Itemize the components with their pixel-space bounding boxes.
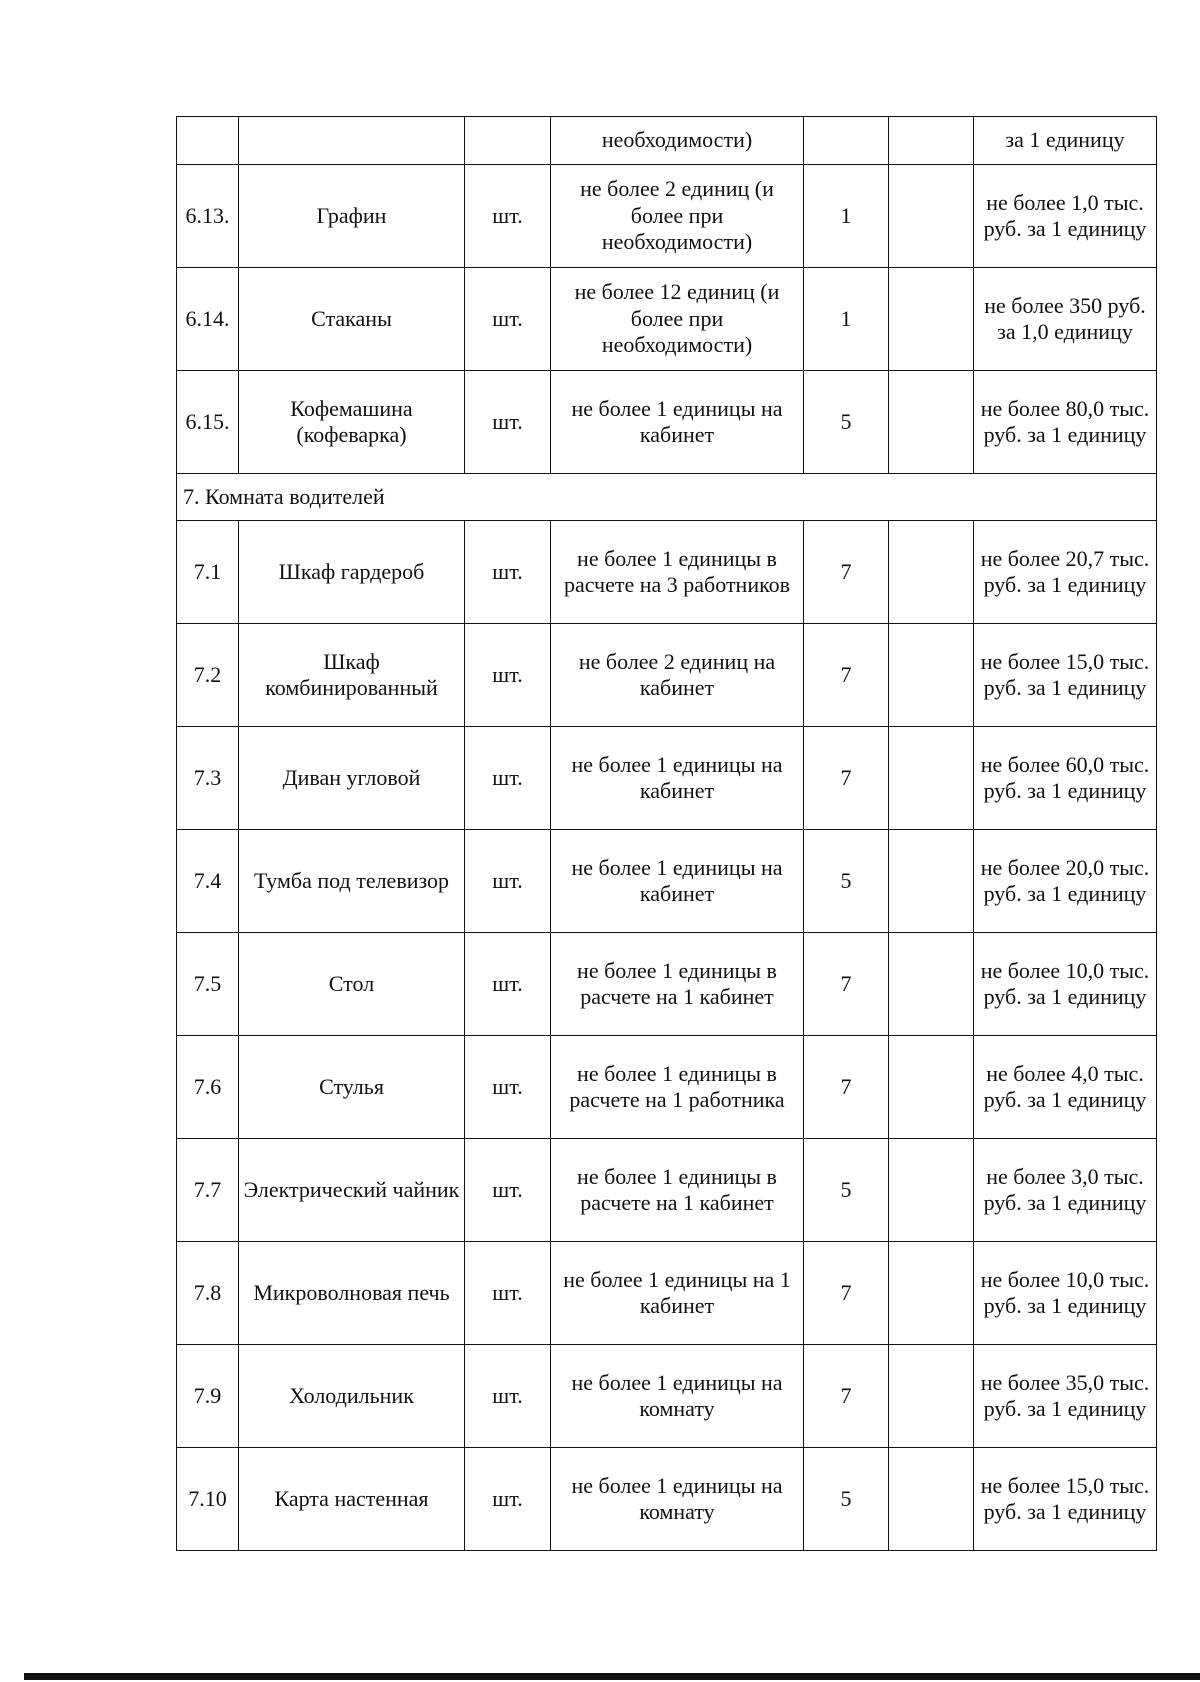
cell-number: 6.14. [177,268,239,371]
cell-number: 7.2 [177,624,239,727]
cell-blank [889,830,974,933]
cell-quantity: не более 1 единицы в расчете на 3 работников [551,521,804,624]
cell-unit: шт. [465,165,551,268]
cell-blank [889,933,974,1036]
cell-service-life: 1 [804,165,889,268]
table-row [177,1139,1157,1242]
cell-blank [889,268,974,371]
cell-price: не более 15,0 тыс. руб. за 1 единицу [974,1448,1157,1551]
cell-blank [889,117,974,165]
cell-name: Графин [239,165,465,268]
norms-table-body [177,117,1157,1551]
cell-blank [889,1139,974,1242]
cell-name: Стаканы [239,268,465,371]
cell-quantity: не более 1 единицы на комнату [551,1345,804,1448]
cell-service-life: 7 [804,1036,889,1139]
cell-service-life: 5 [804,1448,889,1551]
cell-quantity: не более 1 единицы на кабинет [551,727,804,830]
norms-table [176,116,1157,1551]
table-row [177,268,1157,371]
cell-price: не более 10,0 тыс. руб. за 1 единицу [974,933,1157,1036]
cell-number [177,117,239,165]
cell-number: 6.15. [177,371,239,474]
cell-blank [889,1036,974,1139]
cell-price: не более 350 руб. за 1,0 единицу [974,268,1157,371]
table-row [177,521,1157,624]
cell-number: 7.3 [177,727,239,830]
cell-unit: шт. [465,1345,551,1448]
cell-number: 7.7 [177,1139,239,1242]
cell-name [239,117,465,165]
cell-service-life: 7 [804,727,889,830]
cell-number: 7.9 [177,1345,239,1448]
table-row [177,1242,1157,1345]
cell-number: 7.1 [177,521,239,624]
cell-quantity: не более 2 единиц на кабинет [551,624,804,727]
cell-name: Холодильник [239,1345,465,1448]
table-row-continuation [177,117,1157,165]
cell-unit: шт. [465,1242,551,1345]
cell-price: не более 60,0 тыс. руб. за 1 единицу [974,727,1157,830]
cell-quantity: не более 1 единицы на комнату [551,1448,804,1551]
cell-number: 6.13. [177,165,239,268]
cell-unit: шт. [465,727,551,830]
cell-quantity: необходимости) [551,117,804,165]
cell-number: 7.6 [177,1036,239,1139]
cell-price: не более 10,0 тыс. руб. за 1 единицу [974,1242,1157,1345]
cell-service-life: 7 [804,1345,889,1448]
cell-price: не более 35,0 тыс. руб. за 1 единицу [974,1345,1157,1448]
cell-unit: шт. [465,371,551,474]
cell-blank [889,521,974,624]
cell-unit: шт. [465,521,551,624]
cell-number: 7.4 [177,830,239,933]
table-row [177,1448,1157,1551]
table-row [177,727,1157,830]
cell-quantity: не более 1 единицы в расчете на 1 кабинет [551,933,804,1036]
cell-unit: шт. [465,1036,551,1139]
cell-name: Шкаф гардероб [239,521,465,624]
cell-unit [465,117,551,165]
cell-blank [889,727,974,830]
cell-service-life: 1 [804,268,889,371]
cell-service-life: 7 [804,1242,889,1345]
cell-quantity: не более 12 единиц (и более при необходимости) [551,268,804,371]
cell-unit: шт. [465,1139,551,1242]
table-row [177,624,1157,727]
cell-blank [889,371,974,474]
cell-price: за 1 единицу [974,117,1157,165]
table-row [177,830,1157,933]
cell-quantity: не более 1 единицы на кабинет [551,830,804,933]
cell-quantity: не более 1 единицы в расчете на 1 кабинет [551,1139,804,1242]
cell-quantity: не более 1 единицы на 1 кабинет [551,1242,804,1345]
cell-price: не более 15,0 тыс. руб. за 1 единицу [974,624,1157,727]
cell-unit: шт. [465,624,551,727]
table-row [177,1036,1157,1139]
cell-name: Стулья [239,1036,465,1139]
cell-name: Микроволновая печь [239,1242,465,1345]
cell-quantity: не более 1 единицы на кабинет [551,371,804,474]
cell-price: не более 3,0 тыс. руб. за 1 единицу [974,1139,1157,1242]
cell-unit: шт. [465,830,551,933]
cell-service-life [804,117,889,165]
cell-price: не более 1,0 тыс. руб. за 1 единицу [974,165,1157,268]
cell-unit: шт. [465,933,551,1036]
cell-price: не более 20,0 тыс. руб. за 1 единицу [974,830,1157,933]
cell-name: Электрический чайник [239,1139,465,1242]
cell-quantity: не более 1 единицы в расчете на 1 работника [551,1036,804,1139]
table-row [177,165,1157,268]
section-row-drivers-room [177,474,1157,521]
bottom-rule [24,1673,1200,1680]
cell-name: Диван угловой [239,727,465,830]
cell-service-life: 7 [804,624,889,727]
cell-blank [889,624,974,727]
cell-number: 7.10 [177,1448,239,1551]
cell-number: 7.5 [177,933,239,1036]
cell-name: Тумба под телевизор [239,830,465,933]
cell-unit: шт. [465,268,551,371]
cell-price: не более 80,0 тыс. руб. за 1 единицу [974,371,1157,474]
cell-service-life: 7 [804,933,889,1036]
cell-service-life: 7 [804,521,889,624]
cell-name: Стол [239,933,465,1036]
cell-price: не более 20,7 тыс. руб. за 1 единицу [974,521,1157,624]
cell-blank [889,165,974,268]
cell-quantity: не более 2 единиц (и более при необходимости) [551,165,804,268]
cell-blank [889,1242,974,1345]
table-row [177,933,1157,1036]
cell-name: Кофемашина (кофеварка) [239,371,465,474]
cell-name: Карта настенная [239,1448,465,1551]
table-row [177,1345,1157,1448]
cell-blank [889,1345,974,1448]
cell-service-life: 5 [804,830,889,933]
table-row [177,371,1157,474]
cell-unit: шт. [465,1448,551,1551]
cell-price: не более 4,0 тыс. руб. за 1 единицу [974,1036,1157,1139]
cell-service-life: 5 [804,1139,889,1242]
cell-blank [889,1448,974,1551]
cell-service-life: 5 [804,371,889,474]
cell-name: Шкаф комбинированный [239,624,465,727]
cell-number: 7.8 [177,1242,239,1345]
section-title: 7. Комната водителей [177,474,1157,521]
